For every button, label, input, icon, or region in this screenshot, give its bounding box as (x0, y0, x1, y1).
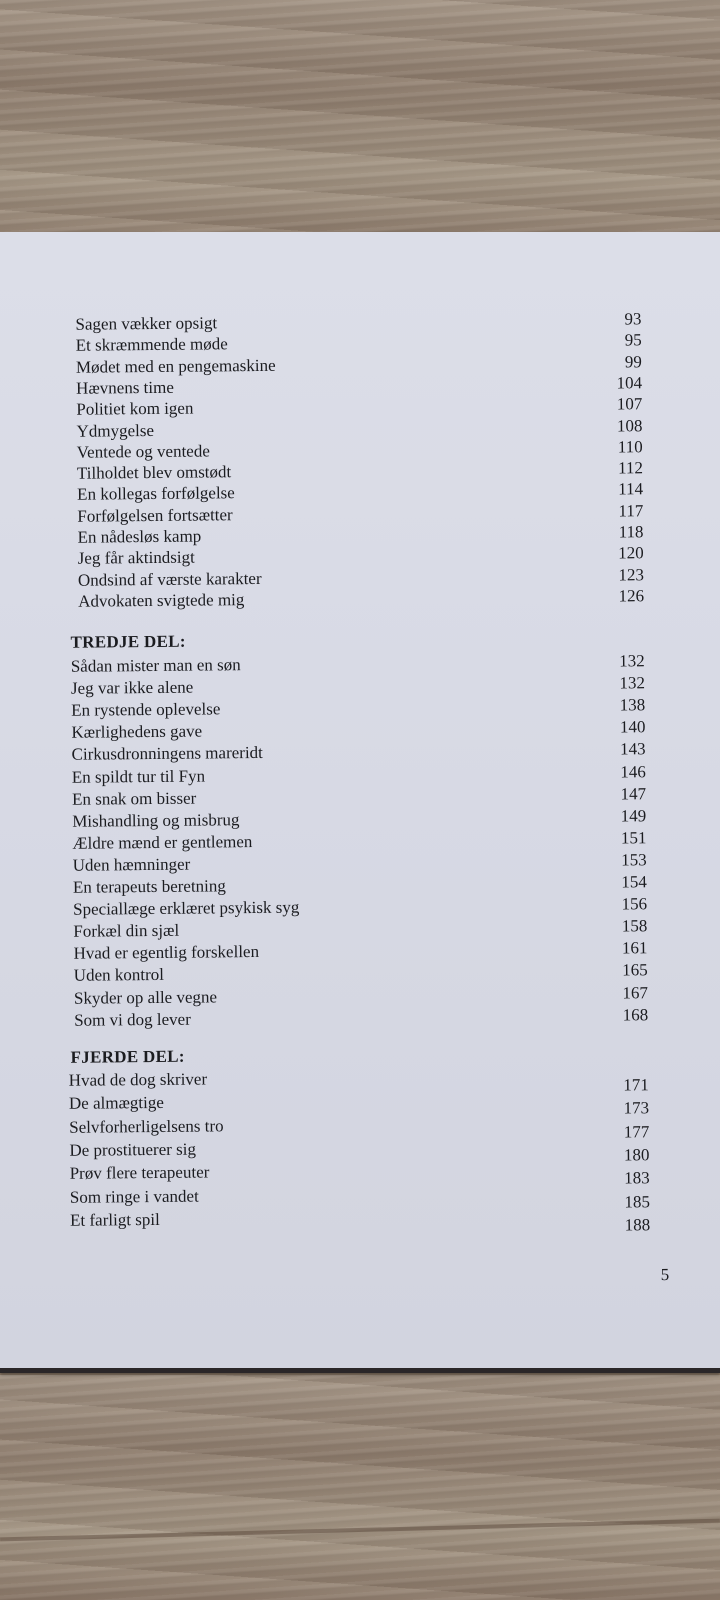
toc-entry-title: Ydmygelse (76, 420, 155, 441)
toc-entry-page: 168 (622, 1004, 649, 1025)
toc-entry-title: Som ringe i vandet (69, 1186, 199, 1207)
toc-entry (70, 1205, 650, 1233)
toc-entry-page: 132 (619, 673, 646, 693)
toc-entry-page: 138 (619, 695, 646, 715)
toc-entry-title: Advokaten svigtede mig (78, 589, 245, 611)
toc-entry-page: 167 (622, 982, 649, 1002)
wooden-table-bottom (0, 1375, 720, 1600)
toc-entry-page: 171 (623, 1075, 649, 1095)
toc-entry-page: 114 (618, 479, 644, 499)
section-heading-part3: TREDJE DEL: (70, 631, 186, 652)
toc-entry-title: Et skræmmende møde (75, 334, 228, 356)
toc-entry-title: De almægtige (68, 1093, 164, 1114)
toc-entry-title: Hævnens time (76, 377, 174, 398)
toc-entry-page: 165 (622, 960, 648, 980)
toc-entry-title: En nådesløs kamp (77, 526, 202, 547)
section-heading-part4: FJERDE DEL: (70, 1046, 185, 1067)
toc-entry-page: 120 (618, 543, 644, 563)
page-number: 5 (660, 1265, 670, 1285)
toc-entry-title: Mishandling og misbrug (72, 809, 240, 831)
toc-entry-title: En spildt tur til Fyn (71, 765, 206, 787)
toc-entry-title: Speciallæge erklæret psykisk syg (73, 897, 300, 919)
toc-entry-page: 153 (621, 850, 647, 870)
table-of-contents (0, 229, 720, 1372)
toc-entry-title: En rystende oplevelse (71, 699, 221, 720)
toc-entry-title: Sagen vækker opsigt (75, 313, 218, 334)
wooden-table-top (0, 0, 720, 250)
toc-entry-page: 110 (617, 437, 643, 457)
toc-entry-title: Uden kontrol (73, 965, 165, 986)
toc-entry-title: Forfølgelsen fortsætter (77, 504, 233, 526)
toc-entry-title: De prostituerer sig (69, 1139, 197, 1160)
toc-entry-title: Sådan mister man en søn (70, 655, 241, 676)
toc-entry-page: 108 (616, 415, 643, 436)
toc-entry-title: Ældre mænd er gentlemen (72, 831, 253, 853)
toc-entry-page: 118 (618, 522, 644, 542)
toc-entry (78, 586, 644, 613)
toc-entry-page: 112 (617, 458, 643, 478)
toc-entry-page: 173 (623, 1098, 650, 1118)
toc-entry-title: Hvad er egentlig forskellen (73, 942, 260, 964)
toc-entry-title: Politiet kom igen (76, 398, 194, 419)
book-page (0, 232, 720, 1373)
toc-entry-page: 156 (621, 894, 648, 914)
toc-entry-title: Uden hæmninger (72, 854, 191, 875)
toc-entry-title: En snak om bisser (71, 788, 197, 809)
toc-entry-title: Forkæl din sjæl (73, 920, 180, 941)
toc-entry-page: 151 (620, 828, 647, 848)
toc-entry-page: 123 (618, 564, 645, 585)
toc-entry-page: 126 (618, 586, 645, 606)
toc-entry-page: 93 (624, 309, 642, 329)
toc-entry-page: 180 (623, 1145, 650, 1165)
toc-entry-page: 147 (620, 783, 647, 804)
toc-entry-title: Cirkusdronningens mareridt (71, 743, 263, 765)
toc-entry-page: 146 (620, 761, 646, 781)
toc-entry-title: Hvad de dog skriver (68, 1069, 208, 1090)
toc-entry-page: 183 (624, 1168, 650, 1188)
toc-entry-page: 185 (624, 1191, 651, 1211)
toc-entry-page: 95 (624, 330, 642, 350)
toc-entry-page: 161 (621, 938, 648, 958)
toc-entry-title: En terapeuts beretning (72, 876, 226, 897)
toc-entry-page: 177 (623, 1121, 650, 1142)
toc-entry-page: 140 (619, 717, 646, 737)
toc-entry-page: 158 (621, 916, 648, 936)
toc-entry-page: 188 (624, 1215, 651, 1235)
toc-entry-title: Prøv flere terapeuter (69, 1162, 210, 1183)
toc-entry-title: Jeg får aktindsigt (77, 547, 195, 568)
toc-entry-page: 149 (620, 805, 647, 826)
toc-entry-page: 143 (620, 739, 646, 759)
toc-entry-title: Selvforherligelsens tro (69, 1115, 224, 1137)
toc-entry-page: 99 (624, 351, 642, 372)
toc-entry-title: Jeg var ikke alene (70, 677, 194, 698)
toc-entry-title: Tilholdet blev omstødt (76, 462, 232, 483)
toc-entry-page: 117 (618, 500, 644, 521)
toc-entry-title: Mødet med en pengemaskine (75, 355, 276, 377)
toc-entry-title: Et farligt spil (70, 1209, 160, 1230)
toc-entry-title: En kollegas forfølgelse (77, 483, 235, 505)
toc-entry (74, 1005, 648, 1033)
toc-entry-page: 104 (616, 373, 643, 393)
toc-entry-title: Som vi dog lever (74, 1009, 191, 1030)
toc-entry-title: Ventede og ventede (76, 441, 210, 462)
toc-entry-title: Skyder op alle vegne (73, 986, 218, 1008)
toc-entry-page: 154 (621, 872, 647, 892)
toc-entry-title: Ondsind af værste karakter (77, 568, 262, 590)
toc-entry-page: 107 (616, 394, 643, 414)
toc-entry-title: Kærlighedens gave (71, 721, 203, 743)
toc-entry-page: 132 (619, 651, 645, 671)
